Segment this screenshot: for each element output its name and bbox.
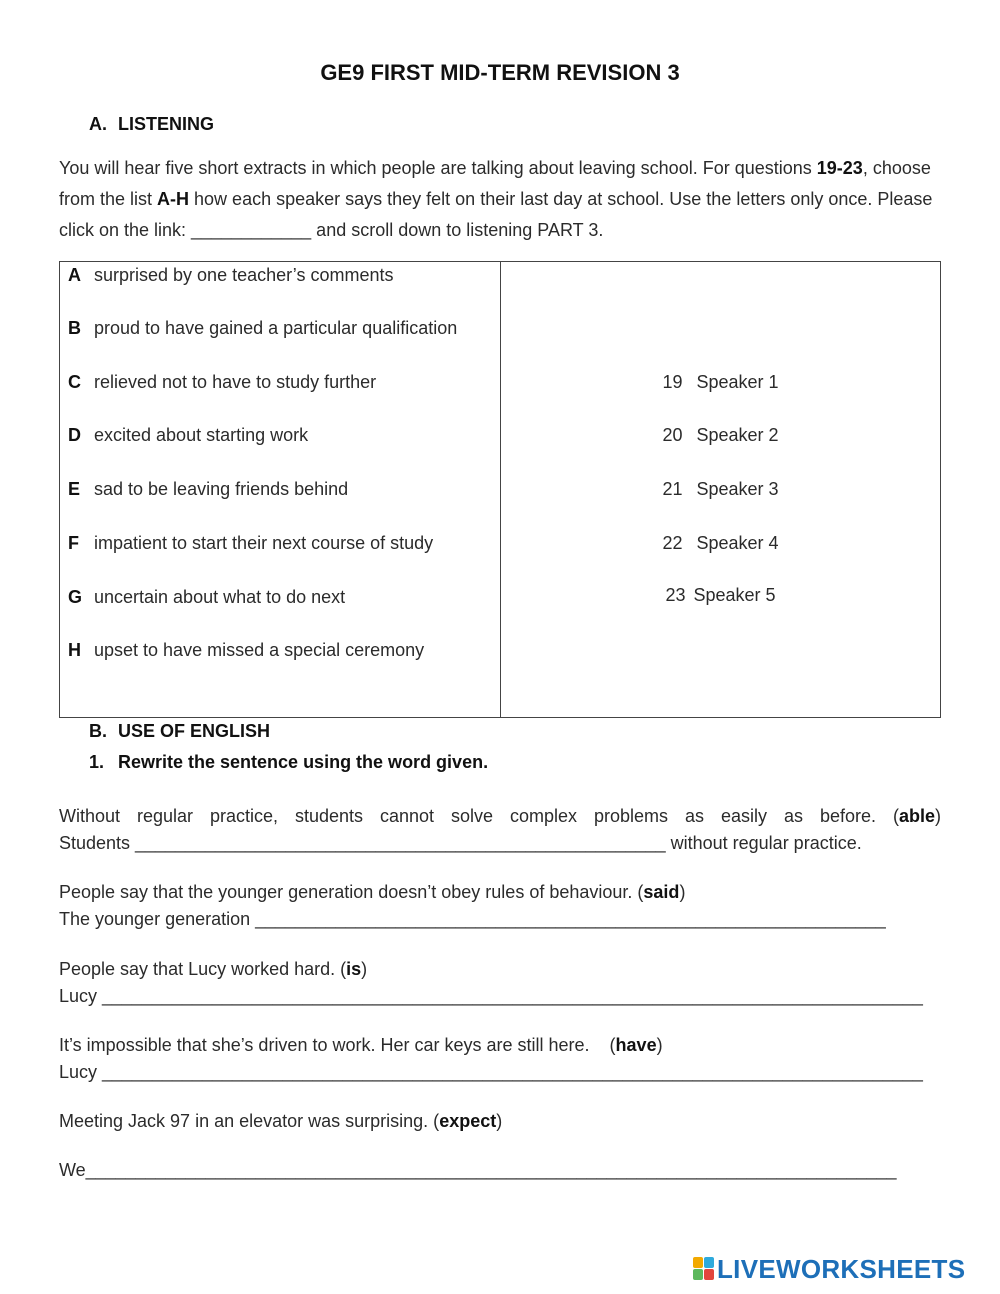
- instructions-text-2: , choose from the list: [59, 158, 931, 209]
- question-4: [59, 1032, 941, 1086]
- answer-line[interactable]: Lucy __________________________________________________________________________________: [59, 1062, 923, 1082]
- section-b-number: B.: [89, 721, 107, 741]
- question-number: 20: [662, 425, 683, 445]
- key-word: is: [346, 959, 362, 979]
- option-text: uncertain about what to do next: [94, 587, 346, 607]
- option-c: [68, 372, 376, 393]
- question-1: [59, 803, 941, 857]
- option-text: upset to have missed a special ceremony: [94, 640, 425, 660]
- instructions-text-1: You will hear five short extracts in which people are talking about leaving school. For questions: [59, 158, 817, 178]
- instructions-letter-range: A-H: [157, 189, 190, 209]
- question-prompt: [59, 956, 941, 983]
- option-letter: H: [68, 640, 81, 660]
- option-text: impatient to start their next course of study: [94, 533, 434, 553]
- prompt-close: ): [361, 959, 368, 979]
- speaker-5-row: [500, 585, 941, 606]
- prompt-text: It’s impossible that she’s driven to work. Her car keys are still here. (: [59, 1035, 616, 1055]
- speaker-3-row: [500, 479, 941, 500]
- option-a: [68, 265, 393, 286]
- question-2: [59, 879, 941, 933]
- matching-table: [59, 261, 941, 718]
- logo-blocks-icon: [693, 1257, 715, 1281]
- option-f: [68, 533, 433, 554]
- prompt-close: ): [935, 806, 941, 826]
- option-text: surprised by one teacher’s comments: [94, 265, 394, 285]
- option-letter: C: [68, 372, 81, 392]
- option-letter: F: [68, 533, 79, 553]
- prompt-text: Without regular practice, students cannot solve complex problems as easily as before. (: [59, 806, 899, 826]
- option-text: proud to have gained a particular qualification: [94, 318, 458, 338]
- key-word: have: [615, 1035, 657, 1055]
- option-letter: D: [68, 425, 81, 445]
- question-prompt: [59, 803, 941, 830]
- question-number: 23: [665, 585, 686, 605]
- answer-line[interactable]: We_________________________________________________________________________________: [59, 1160, 897, 1180]
- section-a-heading: [89, 114, 214, 135]
- speaker-label: Speaker 3: [696, 479, 779, 499]
- speaker-label: Speaker 5: [693, 585, 776, 605]
- option-b: [68, 318, 457, 339]
- question-number: 21: [662, 479, 683, 499]
- speaker-label: Speaker 2: [696, 425, 779, 445]
- question-prompt: [59, 879, 941, 906]
- section-b-heading: [89, 721, 270, 742]
- speaker-4-row: [500, 533, 941, 554]
- answer-line[interactable]: Lucy __________________________________________________________________________________: [59, 986, 923, 1006]
- option-h: [68, 640, 424, 661]
- speaker-2-row: [500, 425, 941, 446]
- instructions-text-3: how each speaker says they felt on their last day at school. Use the letters only once. Please click on the link: ____________ and scroll down to listening PART 3.: [59, 189, 933, 240]
- task-title: Rewrite the sentence using the word given.: [118, 752, 489, 772]
- option-text: relieved not to have to study further: [94, 372, 377, 392]
- task-number: 1.: [89, 752, 105, 772]
- question-prompt: [59, 1032, 941, 1059]
- liveworksheets-logo: [693, 1255, 965, 1283]
- key-word: able: [898, 806, 935, 826]
- option-d: [68, 425, 308, 446]
- key-word: said: [643, 882, 680, 902]
- option-letter: G: [68, 587, 83, 607]
- question-prompt: [59, 1108, 941, 1135]
- logo-text: LIVEWORKSHEETS: [717, 1253, 966, 1284]
- speaker-label: Speaker 4: [696, 533, 779, 553]
- answer-line[interactable]: The younger generation _______________________________________________________________: [59, 909, 886, 929]
- option-text: excited about starting work: [94, 425, 309, 445]
- section-b-title: USE OF ENGLISH: [118, 721, 271, 741]
- section-a-number: A.: [89, 114, 107, 134]
- prompt-close: ): [656, 1035, 663, 1055]
- option-text: sad to be leaving friends behind: [94, 479, 349, 499]
- prompt-text: Meeting Jack 97 in an elevator was surprising. (: [59, 1111, 440, 1131]
- speaker-1-row: [500, 372, 941, 393]
- key-word: expect: [439, 1111, 497, 1131]
- task-heading: [89, 752, 488, 773]
- question-3: [59, 956, 941, 1010]
- instructions-question-range: 19-23: [816, 158, 863, 178]
- listening-instructions: [59, 153, 941, 246]
- answer-line[interactable]: Students _____________________________________________________ without regular practice.: [59, 833, 862, 853]
- prompt-close: ): [496, 1111, 503, 1131]
- question-number: 19: [662, 372, 683, 392]
- section-a-title: LISTENING: [118, 114, 215, 134]
- question-number: 22: [662, 533, 683, 553]
- option-letter: B: [68, 318, 81, 338]
- page-title: GE9 FIRST MID-TERM REVISION 3: [320, 60, 680, 85]
- prompt-text: People say that Lucy worked hard. (: [59, 959, 347, 979]
- option-e: [68, 479, 348, 500]
- option-g: [68, 587, 345, 608]
- option-letter: A: [68, 265, 81, 285]
- question-5: [59, 1108, 941, 1184]
- option-letter: E: [68, 479, 81, 499]
- prompt-text: People say that the younger generation doesn’t obey rules of behaviour. (: [59, 882, 644, 902]
- prompt-close: ): [679, 882, 686, 902]
- speaker-label: Speaker 1: [696, 372, 779, 392]
